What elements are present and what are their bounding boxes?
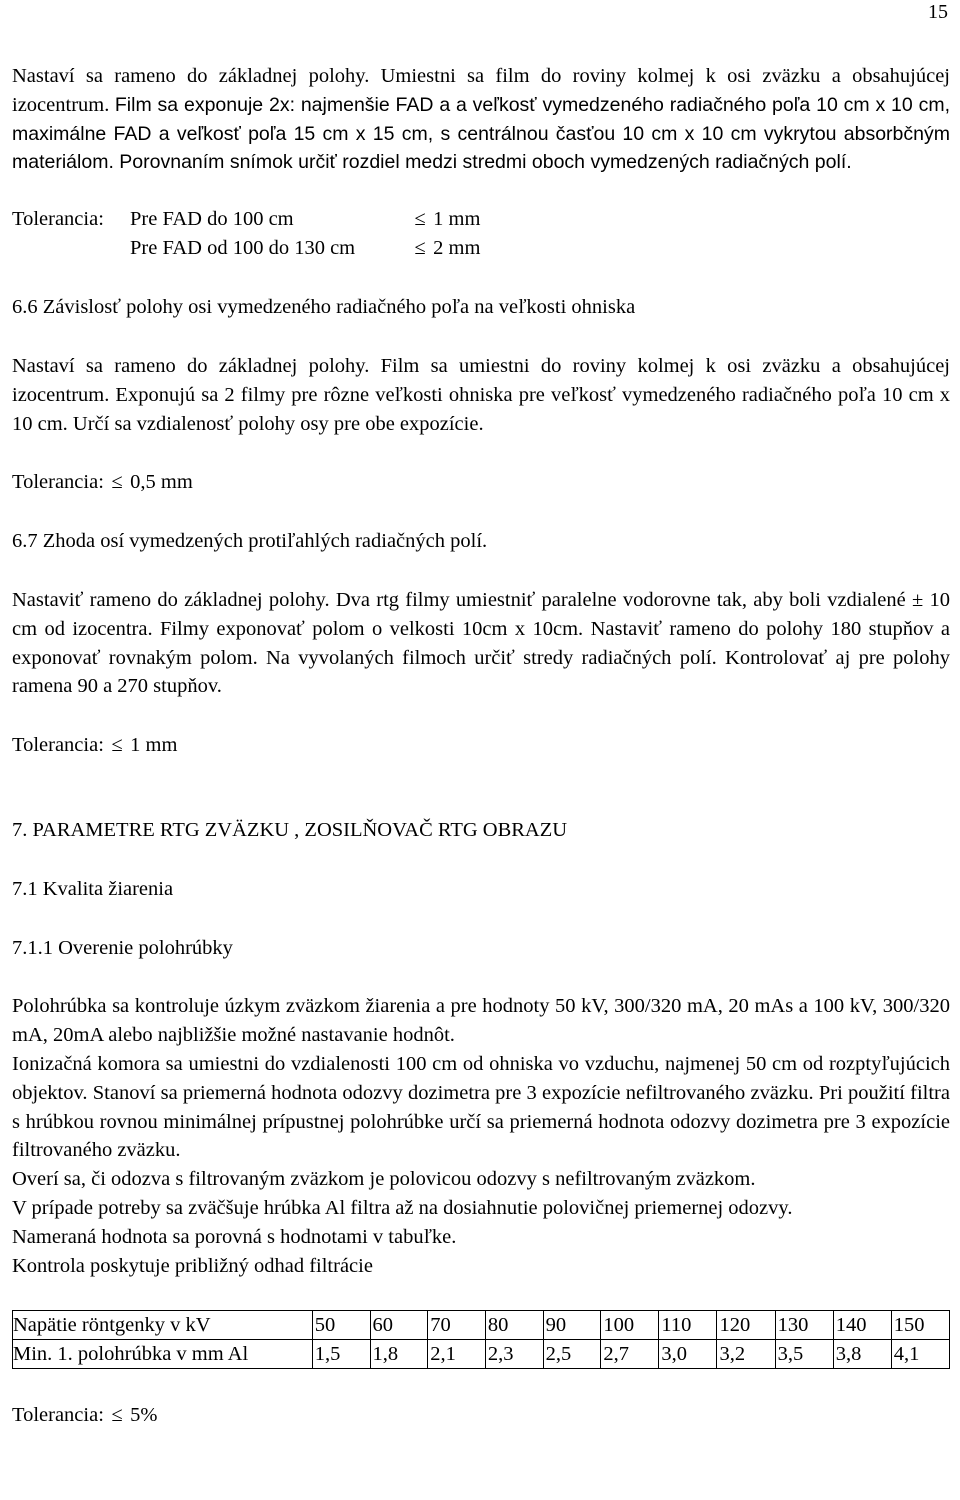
tolerance-condition: Pre FAD od 100 do 130 cm bbox=[130, 237, 356, 260]
row-header-half-value-layer: Min. 1. polohrúbka v mm Al bbox=[13, 1340, 313, 1369]
half-value-layer-table bbox=[12, 1310, 950, 1369]
table-cell: 120 bbox=[717, 1311, 775, 1340]
table-cell: 110 bbox=[659, 1311, 717, 1340]
less-equal-symbol: ≤ bbox=[414, 237, 426, 260]
tolerance-value: 5% bbox=[130, 1404, 158, 1427]
table-cell: 80 bbox=[485, 1311, 543, 1340]
section-7-heading: 7. PARAMETRE RTG ZVÄZKU , ZOSILŇOVAČ RTG OBRAZU bbox=[12, 818, 568, 841]
less-equal-symbol: ≤ bbox=[414, 208, 426, 231]
section-6-6-tolerance bbox=[12, 468, 950, 497]
section-6-7-body: Nastaviť rameno do základnej polohy. Dva rtg filmy umiestniť paralelne vodorovne tak, aby boli vzdialené ± 10 cm od izocentra. Filmy exponovať polom o velkosti 10cm x 10cm. Nastaviť rameno do polohy 180 stupňov a exponovať rovnakým polom. Na vyvolaných filmoch určiť stredy radiačných polí. Kontrolovať aj pre polohy ramena 90 a 270 stupňov. bbox=[12, 588, 950, 698]
tolerance-row-2 bbox=[12, 234, 480, 263]
table-cell: 3,2 bbox=[717, 1340, 775, 1369]
table-cell: 3,0 bbox=[659, 1340, 717, 1369]
less-equal-symbol: ≤ bbox=[111, 734, 123, 757]
section-7-line: V prípade potreby sa zväčšuje hrúbka Al filtra až na dosiahnutie polovičnej priemernej odozvy. bbox=[12, 1196, 793, 1219]
table-cell: 50 bbox=[312, 1311, 370, 1340]
paragraph-6-5-sentence-2: Film sa exponuje 2x: najmenšie FAD a a veľkosť vymedzeného radiačného poľa 10 cm x 10 cm, maximálne FAD a veľkosť poľa 15 cm x 15 cm, s centrálnou časťou 10 cm x 10 cm vykrytou absorbčným materiálom. Porovnaním snímok určiť rozdiel medzi stredmi oboch vymedzených radiačných polí. bbox=[12, 93, 950, 174]
tolerance-label: Tolerancia: bbox=[12, 1404, 104, 1427]
paragraph-6-5-body bbox=[12, 62, 950, 177]
table-row bbox=[13, 1311, 950, 1340]
table-cell: 3,5 bbox=[775, 1340, 833, 1369]
table-cell: 140 bbox=[833, 1311, 891, 1340]
table-cell: 70 bbox=[428, 1311, 486, 1340]
page-number: 15 bbox=[928, 1, 948, 23]
section-6-6-heading: 6.6 Závislosť polohy osi vymedzeného radiačného poľa na veľkosti ohniska bbox=[12, 296, 636, 319]
table-cell: 100 bbox=[601, 1311, 659, 1340]
table-cell: 2,5 bbox=[543, 1340, 601, 1369]
table-cell: 150 bbox=[891, 1311, 949, 1340]
table-cell: 2,3 bbox=[485, 1340, 543, 1369]
tolerance-row-1 bbox=[12, 205, 480, 234]
less-equal-symbol: ≤ bbox=[111, 1404, 123, 1427]
table-row bbox=[13, 1340, 950, 1369]
page-content bbox=[12, 62, 950, 1430]
section-7-line: Ionizačná komora sa umiestni do vzdialenosti 100 cm od ohniska vo vzduchu, najmenej 50 cm od rozptyľujúcich objektov. Stanoví sa priemerná hodnota odozvy dozimetra pre 3 expozície nefiltrovaného zväzku. Pri použití filtra s hrúbkou rovnou minimálnej prípustnej polohrúbke určí sa priemerná hodnota odozvy dozimetra pre 3 expozície filtrovaného zväzku. bbox=[12, 1052, 950, 1162]
section-7-line: Kontrola poskytuje približný odhad filtrácie bbox=[12, 1254, 373, 1277]
table-cell: 2,7 bbox=[601, 1340, 659, 1369]
table-cell: 4,1 bbox=[891, 1340, 949, 1369]
tolerance-value: 1 mm bbox=[130, 734, 178, 757]
section-7-line: Nameraná hodnota sa porovná s hodnotami v tabuľke. bbox=[12, 1225, 457, 1248]
table-cell: 3,8 bbox=[833, 1340, 891, 1369]
section-6-7-heading: 6.7 Zhoda osí vymedzených protiľahlých radiačných polí. bbox=[12, 530, 488, 553]
table-cell: 130 bbox=[775, 1311, 833, 1340]
less-equal-symbol: ≤ bbox=[111, 471, 123, 494]
tolerance-table-6-5 bbox=[12, 205, 950, 263]
tolerance-label: Tolerancia: bbox=[12, 208, 104, 231]
paragraph-6-5-sentence-1: Nastaví sa rameno do základnej polohy. Umiestni sa film do roviny kolmej k osi zväzku a obsahujúcej izocentrum. bbox=[12, 65, 950, 116]
section-7-line: Polohrúbka sa kontroluje úzkym zväzkom žiarenia a pre hodnoty 50 kV, 300/320 mA, 20 mAs a 100 kV, 300/320 mA, 20mA alebo najbližšie možné nastavanie hodnôt. bbox=[12, 995, 950, 1047]
section-7-1-1-heading: 7.1.1 Overenie polohrúbky bbox=[12, 936, 233, 959]
row-header-voltage: Napätie röntgenky v kV bbox=[13, 1311, 313, 1340]
table-cell: 60 bbox=[370, 1311, 428, 1340]
table-cell: 2,1 bbox=[428, 1340, 486, 1369]
tolerance-value: 0,5 mm bbox=[130, 471, 193, 494]
tolerance-label: Tolerancia: bbox=[12, 471, 104, 494]
section-7-tolerance bbox=[12, 1401, 950, 1430]
tolerance-condition: Pre FAD do 100 cm bbox=[130, 208, 294, 231]
tolerance-label: Tolerancia: bbox=[12, 734, 104, 757]
section-7-line: Overí sa, či odozva s filtrovaným zväzkom je polovicou odozvy s nefiltrovaným zväzkom. bbox=[12, 1168, 756, 1191]
tolerance-value: 2 mm bbox=[433, 237, 481, 260]
tolerance-value: 1 mm bbox=[433, 208, 481, 231]
section-7-1-heading: 7.1 Kvalita žiarenia bbox=[12, 877, 174, 900]
table-cell: 1,5 bbox=[312, 1340, 370, 1369]
section-6-7-tolerance bbox=[12, 731, 950, 760]
section-6-6-body: Nastaví sa rameno do základnej polohy. Film sa umiestni do roviny kolmej k osi zväzku a obsahujúcej izocentrum. Exponujú sa 2 filmy pre rôzne veľkosti ohniska pre veľkosť vymedzeného radiačného poľa 10 cm x 10 cm. Určí sa vzdialenosť polohy osy pre obe expozície. bbox=[12, 354, 950, 435]
table-cell: 1,8 bbox=[370, 1340, 428, 1369]
table-cell: 90 bbox=[543, 1311, 601, 1340]
